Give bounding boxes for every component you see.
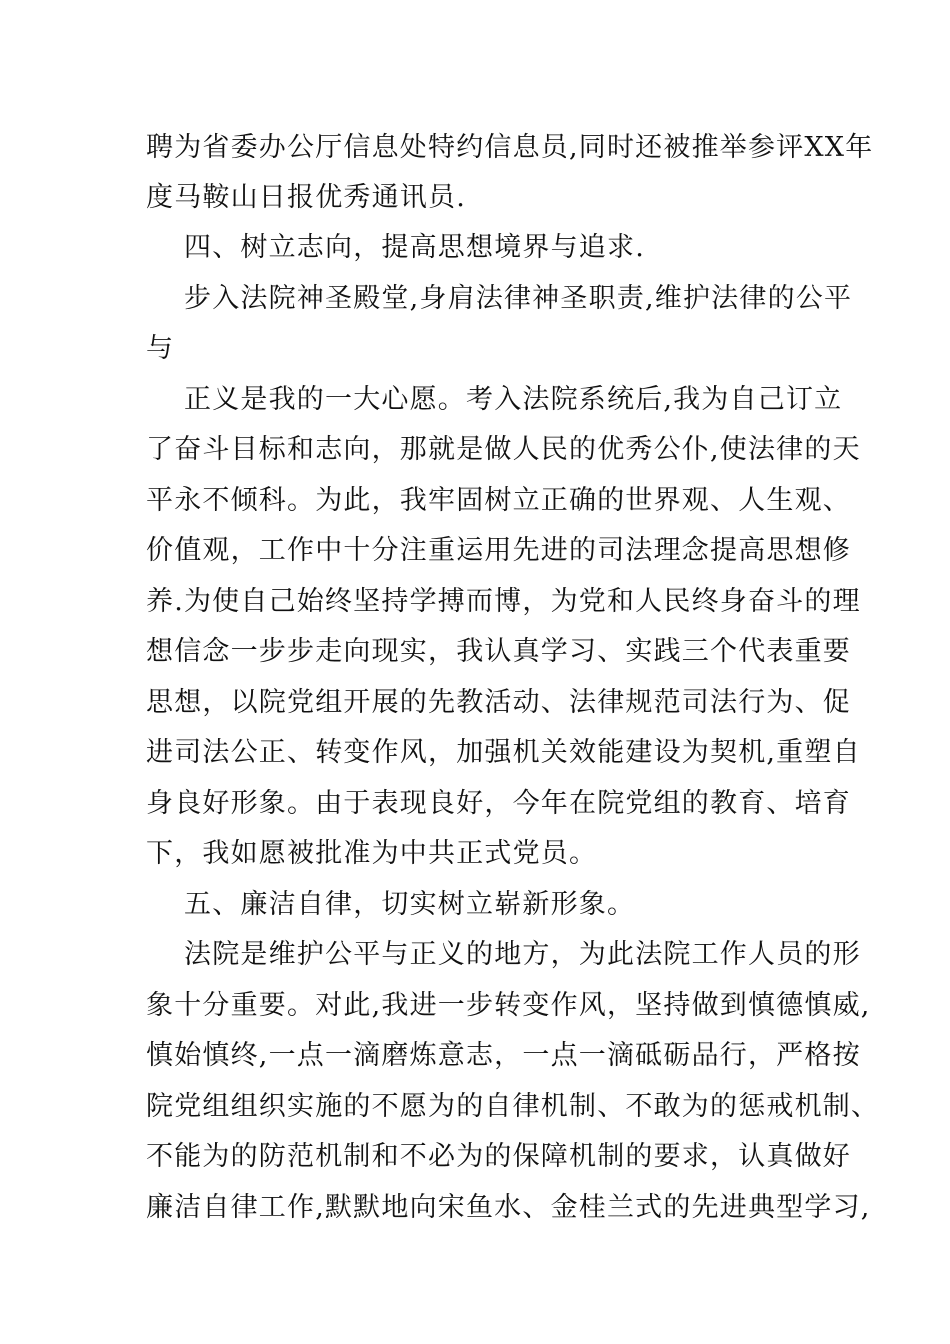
text-line: 身良好形象。由于表现良好，今年在院党组的教育、培育 <box>146 788 851 819</box>
text-line: 法院是维护公平与正义的地方，为此法院工作人员的形 <box>184 939 861 970</box>
text-line: 廉洁自律工作,默默地向宋鱼水、金桂兰式的先进典型学习, <box>146 1192 871 1223</box>
text-line: 养.为使自己始终坚持学搏而博，为党和人民终身奋斗的理 <box>146 586 861 617</box>
text-line: 想信念一步步走向现实，我认真学习、实践三个代表重要 <box>146 636 851 667</box>
text-line: 度马鞍山日报优秀通讯员. <box>146 182 466 213</box>
text-line: 步入法院神圣殿堂,身肩法律神圣职责,维护法律的公平 <box>184 283 853 314</box>
text-line: 进司法公正、转变作风，加强机关效能建设为契机,重塑自 <box>146 737 861 768</box>
text-line: 正义是我的一大心愿。考入法院系统后,我为自己订立 <box>184 384 843 415</box>
text-line: 不能为的防范机制和不必为的保障机制的要求，认真做好 <box>146 1141 851 1172</box>
text-line: 象十分重要。对此,我进一步转变作风，坚持做到慎德慎威, <box>146 990 871 1021</box>
text-line: 平永不倾科。为此，我牢固树立正确的世界观、人生观、 <box>146 485 851 516</box>
text-line: 聘为省委办公厅信息处特约信息员,同时还被推举参评XX年 <box>146 132 874 163</box>
text-line: 思想，以院党组开展的先教活动、法律规范司法行为、促 <box>146 687 851 718</box>
text-line: 了奋斗目标和志向，那就是做人民的优秀公仆,使法律的天 <box>146 434 861 465</box>
text-line: 价值观，工作中十分注重运用先进的司法理念提高思想修 <box>146 535 851 566</box>
section-heading: 五、廉洁自律，切实树立崭新形象。 <box>184 889 636 920</box>
section-heading: 四、树立志向，提高思想境界与追求. <box>184 232 645 263</box>
text-line: 与 <box>146 333 175 364</box>
text-line: 下，我如愿被批准为中共正式党员。 <box>146 838 598 869</box>
text-line: 院党组组织实施的不愿为的自律机制、不敢为的惩戒机制、 <box>146 1091 880 1122</box>
text-line: 慎始慎终,一点一滴磨炼意志，一点一滴砥砺品行，严格按 <box>146 1040 861 1071</box>
